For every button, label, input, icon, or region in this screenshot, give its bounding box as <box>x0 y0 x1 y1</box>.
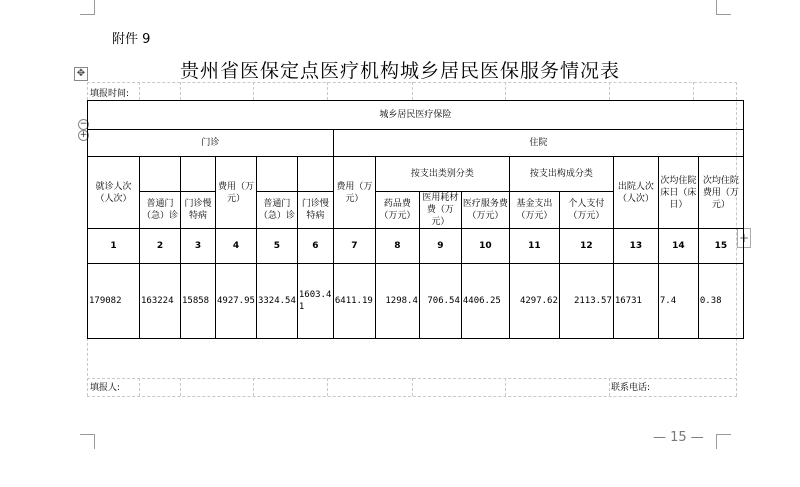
header-spacer <box>140 157 181 192</box>
table-cell[interactable]: 3324.54 <box>256 264 297 339</box>
attachment-label: 附件 9 <box>112 32 151 47</box>
column-number: 1 <box>88 229 140 264</box>
discharges-header: 出院人次（人次） <box>613 157 658 229</box>
column-number: 8 <box>375 229 419 264</box>
collapse-icon[interactable]: − <box>79 119 88 129</box>
add-column-icon[interactable]: + <box>737 228 751 248</box>
column-number: 13 <box>613 229 658 264</box>
inpatient-header: 住院 <box>333 130 743 157</box>
page-number: — 15 — <box>653 430 704 445</box>
column-number: 6 <box>297 229 333 264</box>
table-cell[interactable]: 706.54 <box>419 264 461 339</box>
table-cell[interactable]: 2113.57 <box>559 264 613 339</box>
page-title: 贵州省医保定点医疗机构城乡居民医保服务情况表 <box>179 60 620 82</box>
avg-cost-header: 次均住院费用（万元） <box>698 157 743 229</box>
filler-label: 填报人: <box>90 383 121 393</box>
table-cell[interactable]: 4927.95 <box>216 264 257 339</box>
column-number: 4 <box>216 229 257 264</box>
column-number: 2 <box>140 229 181 264</box>
section-header: 城乡居民医疗保险 <box>88 101 744 130</box>
column-number: 15 <box>698 229 743 264</box>
header-spacer <box>256 157 297 192</box>
expense-type-header: 按支出类别分类 <box>375 157 509 192</box>
column-number: 10 <box>461 229 509 264</box>
crop-mark <box>80 14 95 15</box>
personal-header: 个人支付（万元） <box>559 192 613 229</box>
crop-mark <box>716 0 717 14</box>
phone-label: 联系电话: <box>611 383 651 393</box>
column-number: 11 <box>509 229 559 264</box>
header-spacer <box>297 157 333 192</box>
crop-mark <box>94 0 95 14</box>
table-cell[interactable]: 6411.19 <box>333 264 375 339</box>
crop-mark <box>94 434 95 449</box>
crop-mark <box>716 14 731 15</box>
fund-header: 基金支出（万元） <box>509 192 559 229</box>
medical-service-header: 医疗服务费（万元） <box>461 192 509 229</box>
table-cell[interactable]: 7.4 <box>658 264 698 339</box>
outpatient-header: 门诊 <box>88 130 334 157</box>
header-spacer <box>181 157 216 192</box>
expense-composition-header: 按支出构成分类 <box>509 157 613 192</box>
drug-header: 药品费（万元） <box>375 192 419 229</box>
chronic-special-header-2: 门诊慢特病 <box>297 192 333 229</box>
table-cell[interactable]: 179082 <box>88 264 140 339</box>
table-cell[interactable]: 4297.62 <box>509 264 559 339</box>
crop-mark <box>716 434 717 449</box>
column-number: 12 <box>559 229 613 264</box>
table-cell[interactable]: 0.38 <box>698 264 743 339</box>
table-cell[interactable]: 163224 <box>140 264 181 339</box>
column-number: 7 <box>333 229 375 264</box>
fill-time-label: 填报时间: <box>90 89 130 99</box>
avg-bed-days-header: 次均住院床日（床日） <box>658 157 698 229</box>
outpatient-cost-header: 费用（万元） <box>216 157 257 229</box>
column-number: 14 <box>658 229 698 264</box>
general-emergency-header-2: 普通门（急）诊 <box>256 192 297 229</box>
chronic-special-header: 门诊慢特病 <box>181 192 216 229</box>
column-number: 5 <box>256 229 297 264</box>
table-cell[interactable]: 16731 <box>613 264 658 339</box>
table-move-handle-icon[interactable]: ✥ <box>74 67 88 81</box>
consumables-header: 医用耗材费（万元） <box>419 192 461 229</box>
column-number: 3 <box>181 229 216 264</box>
inpatient-cost-header: 费用（万元） <box>333 157 375 229</box>
table-cell[interactable]: 15858 <box>181 264 216 339</box>
table-cell[interactable]: 4406.25 <box>461 264 509 339</box>
visits-header: 就诊人次（人次） <box>88 157 140 229</box>
general-emergency-header: 普通门（急）诊 <box>140 192 181 229</box>
column-number: 9 <box>419 229 461 264</box>
table-cell[interactable]: 1603.41 <box>297 264 333 339</box>
insert-row-icon[interactable]: + <box>79 130 88 140</box>
table-cell[interactable]: 1298.4 <box>375 264 419 339</box>
crop-mark <box>80 434 95 435</box>
crop-mark <box>716 434 731 435</box>
service-table <box>87 100 744 339</box>
